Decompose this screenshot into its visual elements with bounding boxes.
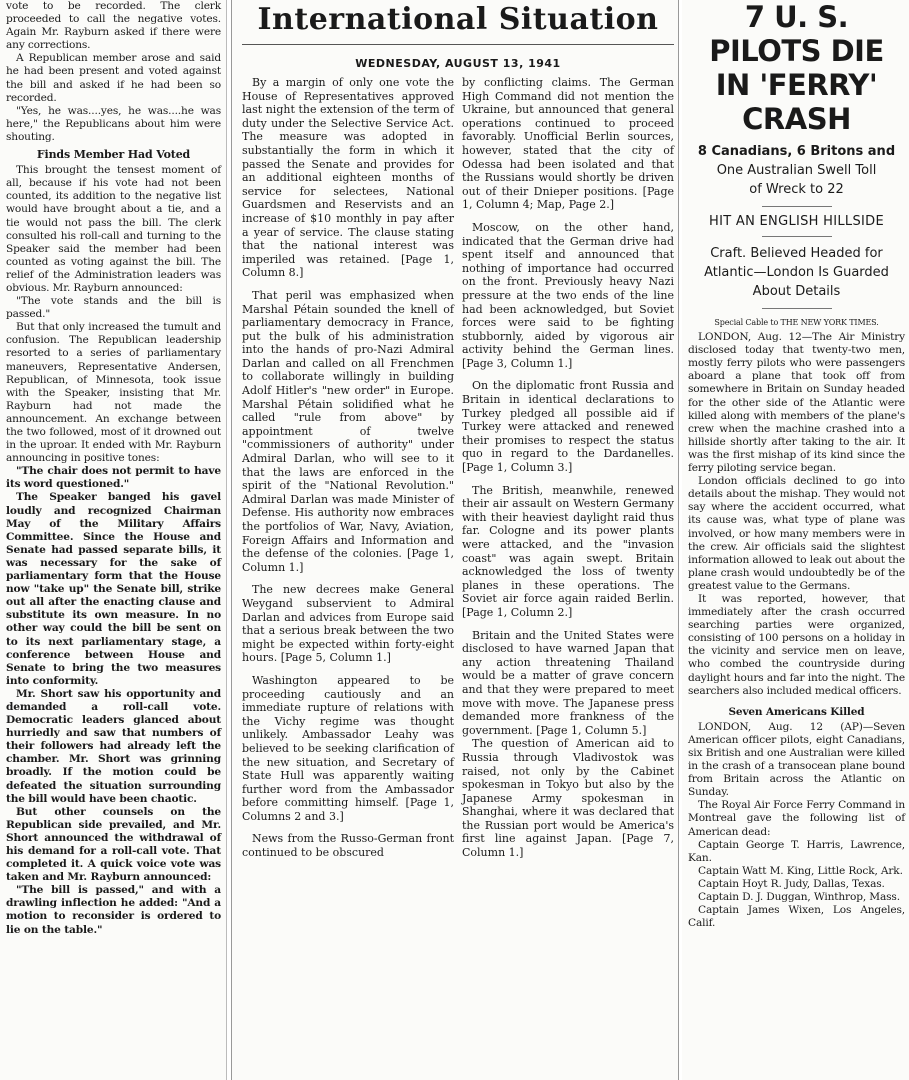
left-paragraph: "Yes, he was....yes, he was....he was here," the Republicans about him were shouting.	[6, 104, 221, 143]
right-paragraph: Captain Hoyt R. Judy, Dallas, Texas.	[698, 877, 885, 890]
middle-paragraph: On the diplomatic front Russia and Britain in identical declarations to Turkey pledged all possible aid if Turkey were attacked and renewed their promises to respect the status quo in regard to the Dardanelles. [Page 1, Column 3.]	[462, 379, 674, 475]
right-subhead: Seven Americans Killed	[728, 705, 865, 718]
section-title: International Situation	[242, 0, 674, 45]
right-paragraph: LONDON, Aug. 12—The Air Ministry disclosed today that twenty-two men, mostly ferry pilots who were passengers aboard a plane that took off from somewhere in Britain on Sunday headed for the other side of the Atlantic were killed along with members of the plane's crew when the machine crashed into a hillside shortly after taking to the air. It was the first mishap of its kind since the ferry piloting service began.	[688, 331, 905, 475]
middle-paragraph: The new decrees make General Weygand subservient to Admiral Darlan and advices from Europe said that a serious break between the two might be expected within forty-eight hours. [Page 5, Column 1.]	[242, 583, 454, 665]
middle-paragraph: News from the Russo-German front continued to be obscured	[242, 832, 454, 860]
right-paragraph: London officials declined to go into details about the mishap. They would not say where the accident occurred, what its cause was, what type of plane was involved, or how many members were in the crew. Air officials said the slightest information allowed to leak out about the plane crash would undoubtedly be of the greatest value to the Germans.	[688, 475, 905, 592]
right-paragraph: Captain D. J. Duggan, Winthrop, Mass.	[698, 891, 900, 904]
deck-line: Atlantic—London Is Guarded	[704, 265, 889, 280]
left-paragraph: A Republican member arose and said he had been present and voted against the bill and asked if he had been so recorded.	[6, 52, 221, 104]
right-paragraph: Captain George T. Harris, Lawrence, Kan.	[688, 838, 905, 864]
left-paragraph: vote to be recorded. The clerk proceeded to call the negative votes. Again Mr. Rayburn asked if there were any corrections.	[6, 0, 221, 52]
left-paragraph: "The bill is passed," and with a drawling inflection he added: "And a motion to reconsider is ordered to lie on the table."	[6, 884, 221, 936]
left-paragraph: The Speaker banged his gavel loudly and recognized Chairman May of the Military Affairs Committee. Since the House and Senate had passed separate bills, it was necessary for the sake of parliamentary form that the House now "take up" the Senate bill, strike out all after the enacting clause and substitute its own measure. In no other way could the bill be sent on to its next parliamentary stage, a conference between House and Senate to bring the two measures into conformity.	[6, 491, 221, 687]
left-column	[0, 0, 227, 1080]
divider	[762, 236, 832, 237]
divider	[762, 206, 832, 207]
section-date: WEDNESDAY, AUGUST 13, 1941	[355, 57, 561, 70]
middle-paragraph: That peril was emphasized when Marshal Pétain sounded the knell of parliamentary democracy in France, put the bulk of his administration into the hands of pro-Nazi Admiral Darlan and called on all Frenchmen to collaborate willingly in building Adolf Hitler's "new order" in Europe. Marshal Pétain solidified what he called "rule from above" by appointment of twelve "commissioners of authority" under Admiral Darlan, who will see to it that the laws are enforced in the spirit of the "National Revolution." Admiral Darlan was made Minister of Defense. His authority now embraces the portfolios of War, Navy, Aviation, Foreign Affairs and Information and the defense of the colonies. [Page 1, Column 1.]	[242, 288, 454, 574]
right-paragraph: It was reported, however, that immediately after the crash occurred searching parties were organized, consisting of 100 persons on a holiday in the vicinity and service men on leave, who combed the countryside during daylight hours and far into the night. The searchers also included medical officers.	[688, 592, 905, 697]
article-headline: 7 U. S. PILOTS DIE IN 'FERRY' CRASH	[709, 0, 884, 136]
deck-line: About Details	[752, 284, 841, 299]
deck-line: of Wreck to 22	[749, 182, 844, 197]
middle-paragraph: By a margin of only one vote the House of Representatives approved last night the extension of the term of duty under the Selective Service Act. The measure was adopted in substantially the form in which it passed the Senate and provides for an additional eighteen months of service for selectees, National Guardsmen and Reservists and an increase of $10 monthly in pay after a year of service. The clause stating that the national interest was imperiled was retained. [Page 1, Column 8.]	[242, 76, 454, 280]
middle-paragraph: Moscow, on the other hand, indicated that the German drive had spent itself and announced that nothing of importance had occurred on the front. Previously heavy Nazi pressure at the two ends of the line had been acknowledged, but Soviet forces were said to be fighting stubbornly, aided by vigorous air activity behind the German lines. [Page 3, Column 1.]	[462, 220, 674, 370]
middle-subcolumn-left	[242, 76, 454, 860]
deck-hit: HIT AN ENGLISH HILLSIDE	[709, 214, 884, 229]
deck-line: One Australian Swell Toll	[716, 163, 877, 178]
right-paragraph: The Royal Air Force Ferry Command in Montreal gave the following list of American dead:	[688, 799, 905, 838]
right-paragraph: Captain James Wixen, Los Angeles, Calif.	[688, 904, 905, 930]
divider	[762, 308, 832, 309]
middle-column	[231, 0, 679, 1080]
left-paragraph: Mr. Short saw his opportunity and demanded a roll-call vote. Democratic leaders glanced about hurriedly and saw that numbers of their followers had already left the chamber. Mr. Short was grinning broadly. If the motion could be defeated the situation surrounding the bill would have been chaotic.	[6, 687, 221, 805]
left-paragraph: But other counsels on the Republican side prevailed, and Mr. Short announced the withdrawal of his demand for a roll-call vote. That completed it. A quick voice vote was taken and Mr. Rayburn announced:	[6, 805, 221, 884]
middle-paragraph: The question of American aid to Russia through Vladivostok was raised, not only by the Cabinet spokesman in Tokyo but also by the Japanese Army spokesman in Shanghai, where it was declared that the Russian port would be America's first line against Japan. [Page 7, Column 1.]	[462, 737, 674, 860]
middle-paragraph: by conflicting claims. The German High Command did not mention the Ukraine, but announced that general operations continued to proceed favorably. Unofficial Berlin sources, however, stated that the city of Odessa had been isolated and that the Russians would shortly be driven out of their Dnieper positions. [Page 1, Column 4; Map, Page 2.]	[462, 76, 674, 212]
left-paragraph: "The chair does not permit to have its word questioned."	[6, 465, 221, 491]
left-subhead: Finds Member Had Voted	[36, 148, 191, 162]
right-paragraph: LONDON, Aug. 12 (AP)—Seven American officer pilots, eight Canadians, six British and one Australian were killed in the crash of a transocean plane bound from Britain across the Atlantic on Sunday.	[688, 720, 905, 799]
left-paragraph: "The vote stands and the bill is passed."	[6, 295, 221, 321]
middle-paragraph: Britain and the United States were disclosed to have warned Japan that any action threatening Thailand would be a matter of grave concern and that they were prepared to meet move with move. The Japanese press demanded more frankness of the government. [Page 1, Column 5.]	[462, 628, 674, 737]
middle-subcolumn-right	[462, 76, 674, 860]
right-column	[682, 0, 909, 1080]
right-paragraph: Captain Watt M. King, Little Rock, Ark.	[698, 864, 903, 877]
deck-line-bold: Craft. Believed Headed for	[710, 246, 883, 261]
left-paragraph: But that only increased the tumult and confusion. The Republican leadership resorted to a series of parliamentary maneuvers, Representative Andersen, Republican, of Minnesota, took issue with the Speaker, insisting that Mr. Rayburn had not made the announcement. An exchange between the two followed, most of it drowned out in the uproar. It ended with Mr. Rayburn announcing in positive tones:	[6, 321, 221, 465]
deck-line-bold: 8 Canadians, 6 Britons and	[697, 144, 896, 159]
middle-paragraph: The British, meanwhile, renewed their air assault on Western Germany with their heaviest daylight raid thus far. Cologne and its power plants were attacked, and the "invasion coast" was again swept. Britain acknowledged the loss of twenty planes in these operations. The Soviet air force again raided Berlin. [Page 1, Column 2.]	[462, 483, 674, 619]
left-paragraph: This brought the tensest moment of all, because if his vote had not been counted, its addition to the negative list would have brought about a tie, and a tie would not pass the bill. The clerk consulted his roll-call and turning to the Speaker said the member had been counted as voting against the bill. The relief of the Administration leaders was obvious. Mr. Rayburn announced:	[6, 164, 221, 294]
dateline: Special Cable to THE NEW YORK TIMES.	[714, 318, 879, 327]
middle-paragraph: Washington appeared to be proceeding cautiously and an immediate rupture of relations with the Vichy regime was thought unlikely. Ambassador Leahy was believed to be seeking clarification of the new situation, and Secretary of State Hull was apparently waiting further word from the Ambassador before committing himself. [Page 1, Columns 2 and 3.]	[242, 673, 454, 823]
